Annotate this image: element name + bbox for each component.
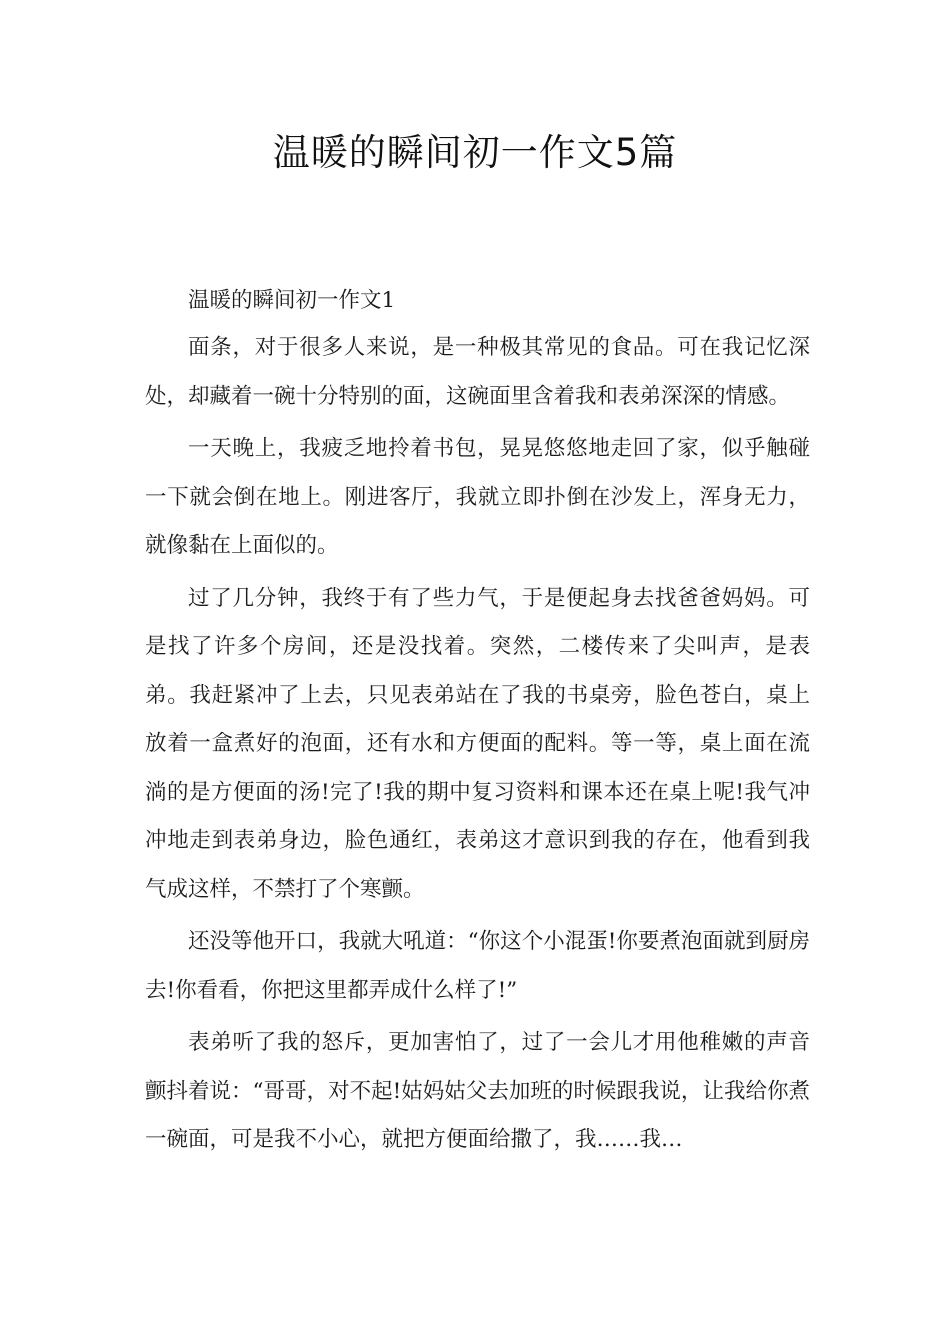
- paragraph: 过了几分钟，我终于有了些力气，于是便起身去找爸爸妈妈。可是找了许多个房间，还是没找着。突然，二楼传来了尖叫声，是表弟。我赶紧冲了上去，只见表弟站在了我的书桌旁，脸色苍白，桌上放着一盒煮好的泡面，还有水和方便面的配料。等一等，桌上面在流淌的是方便面的汤!完了!我的期中复习资料和课本还在桌上呢!我气冲冲地走到表弟身边，脸色通红，表弟这才意识到我的存在，他看到我气成这样，不禁打了个寒颤。: [145, 585, 810, 902]
- section-heading: 温暖的瞬间初一作文1: [188, 288, 396, 313]
- paragraph: 还没等他开口，我就大吼道：“你这个小混蛋!你要煮泡面就到厨房去!你看看，你把这里都弄成什么样了!”: [145, 929, 810, 1003]
- document-title: 温暖的瞬间初一作文5篇: [272, 131, 678, 174]
- paragraph: 表弟听了我的怒斥，更加害怕了，过了一会儿才用他稚嫩的声音颤抖着说：“哥哥，对不起!姑妈姑父去加班的时候跟我说，让我给你煮一碗面，可是我不小心，就把方便面给撒了，我……我…: [145, 1030, 810, 1152]
- document-body: [145, 282, 810, 1169]
- paragraph: 一天晚上，我疲乏地拎着书包，晃晃悠悠地走回了家，似乎触碰一下就会倒在地上。刚进客厅，我就立即扑倒在沙发上，浑身无力，就像黏在上面似的。: [145, 436, 810, 558]
- paragraph: 面条，对于很多人来说，是一种极其常见的食品。可在我记忆深处，却藏着一碗十分特别的面，这碗面里含着我和表弟深深的情感。: [145, 335, 810, 409]
